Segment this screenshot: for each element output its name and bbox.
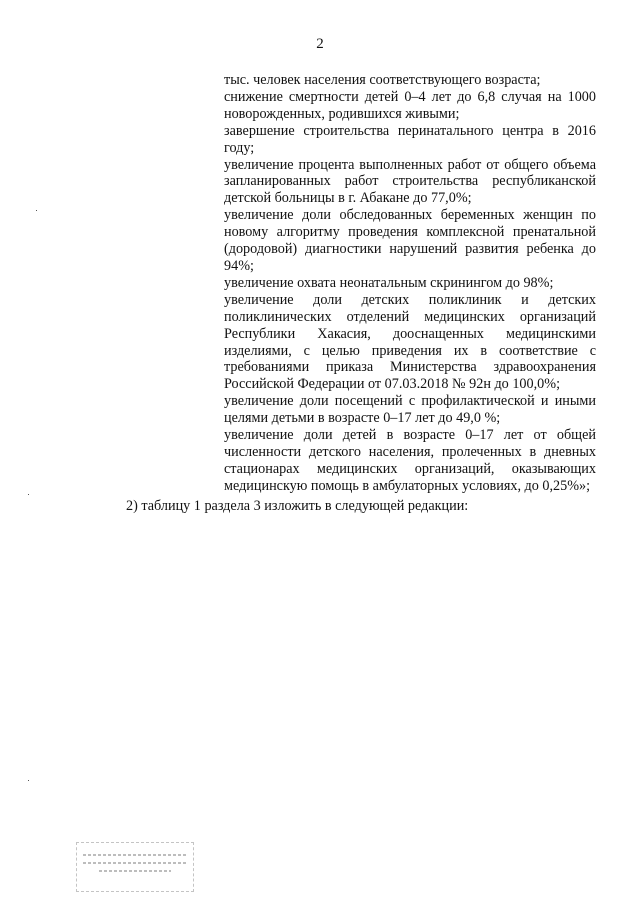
stamp-line — [99, 870, 172, 872]
amendment-instruction: 2) таблицу 1 раздела 3 изложить в следующей редакции: — [126, 498, 469, 514]
list-item: увеличение процента выполненных работ от общего объема запланированных работ строительства республиканской детской больницы в г. Абакане до 77,0%; — [224, 156, 596, 207]
list-item: тыс. человек населения соответствующего возраста; — [224, 72, 541, 88]
margin-mark — [28, 494, 29, 495]
list-item: завершение строительства перинатального центра в 2016 году; — [224, 122, 596, 156]
list-item: увеличение охвата неонатальным скринингом до 98%; — [224, 274, 554, 291]
list-item: увеличение доли обследованных беременных женщин по новому алгоритму проведения комплексной пренатальной (дородовой) диагностики нарушений развития ребенка до 94%; — [224, 207, 596, 274]
page-number: 2 — [316, 36, 324, 52]
stamp-line — [83, 854, 187, 856]
list-item: увеличение доли детей в возрасте 0–17 лет от общей численности детского населения, пролеченных в дневных стационарах медицинских организаций, оказывающих медицинскую помощь в амбулаторных условиях, до 0,25%»; — [224, 427, 596, 494]
margin-mark — [36, 210, 37, 211]
list-item: увеличение доли детских поликлиник и детских поликлинических отделений медицинских организаций Республики Хакасия, дооснащенных медицинскими изделиями, с целью приведения их в соответствие с требованиями приказа Министерства здравоохранения Российской Федерации от 07.03.2018 № 92н до 100,0%; — [224, 291, 596, 393]
document-body — [224, 72, 596, 495]
list-item: увеличение доли посещений с профилактической и иными целями детьми в возрасте 0–17 лет до 49,0 %; — [224, 393, 596, 427]
margin-mark — [28, 780, 29, 781]
stamp-line — [83, 862, 187, 864]
list-item: снижение смертности детей 0–4 лет до 6,8 случая на 1000 новорожденных, родившихся живыми; — [224, 88, 596, 122]
registration-stamp — [76, 842, 194, 892]
